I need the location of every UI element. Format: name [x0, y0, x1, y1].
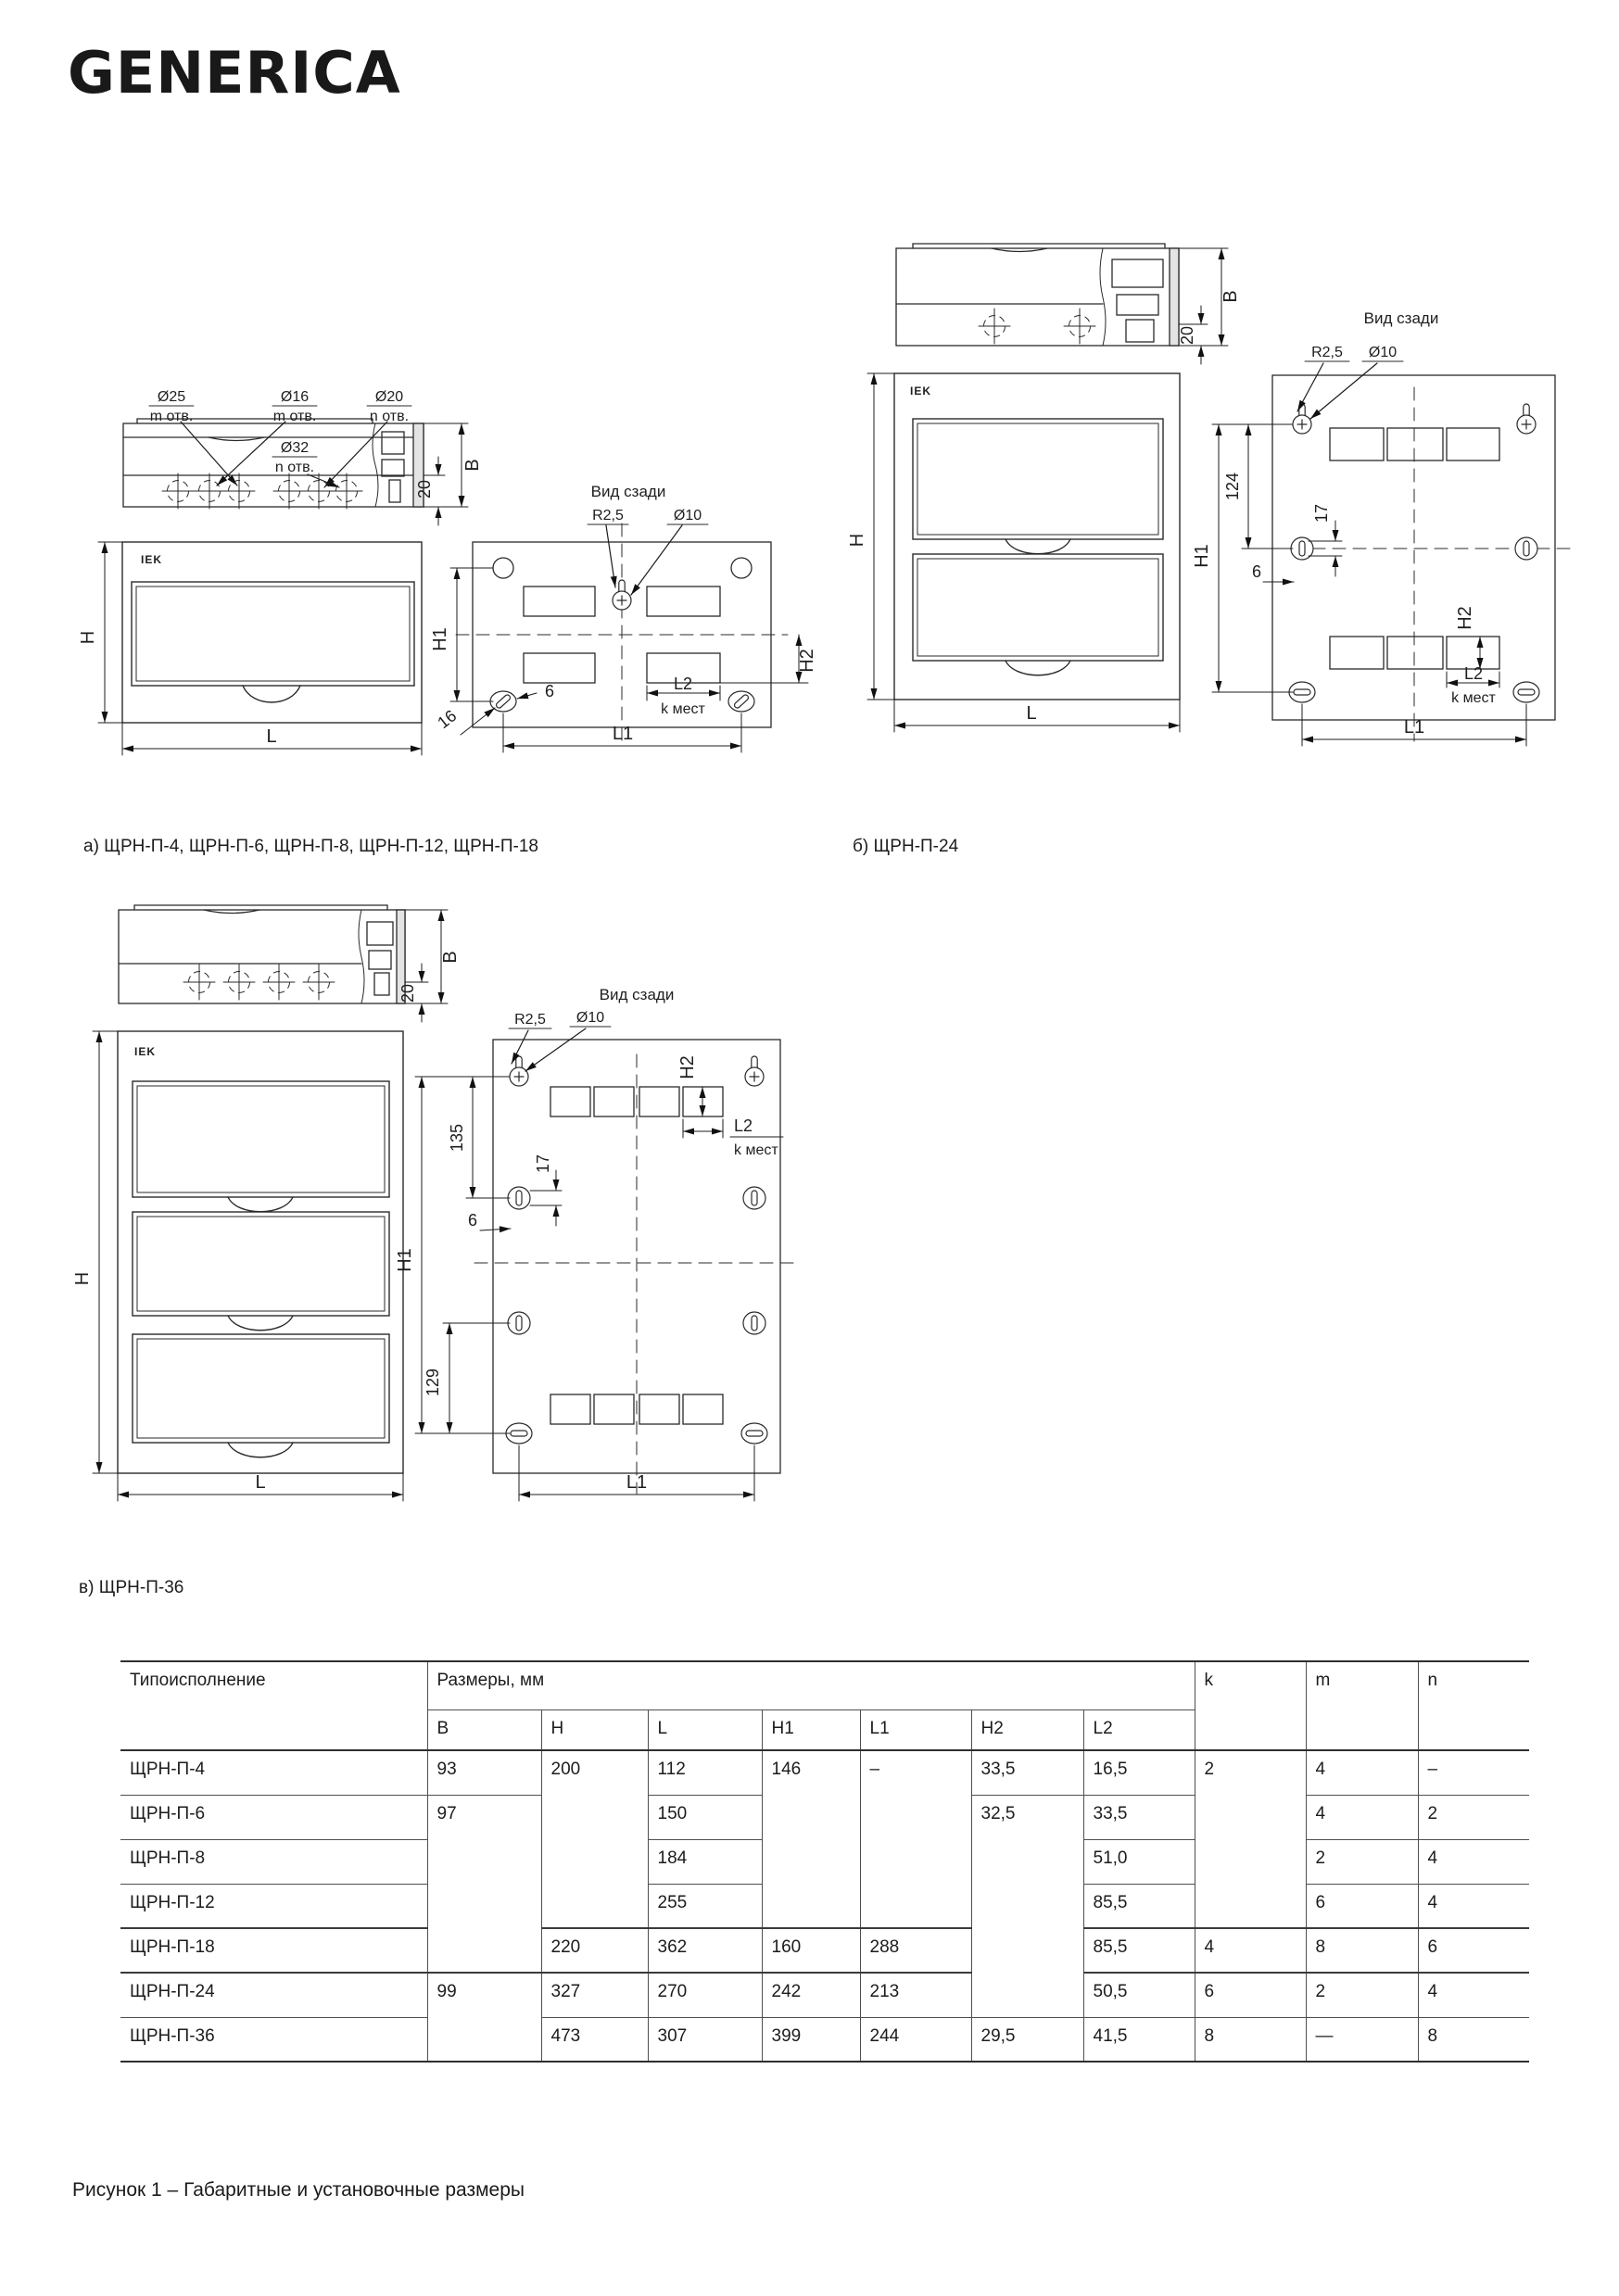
- col-header-L1: L1: [860, 1709, 971, 1750]
- dim-b-B: B: [1221, 290, 1241, 303]
- cell-H: 327: [541, 1973, 648, 2017]
- cell-H1: 399: [762, 2017, 860, 2062]
- cell-L: 362: [648, 1928, 762, 1973]
- cell-L2: 33,5: [1083, 1795, 1195, 1839]
- cell-L: 150: [648, 1795, 762, 1839]
- col-header-k: k: [1195, 1661, 1306, 1750]
- oval-hole-v-r2right: [743, 1187, 765, 1209]
- drawing-a-hole-callouts: [149, 389, 411, 487]
- cell-type: ЩРН-П-24: [120, 1973, 427, 2017]
- dim-v-kplaces: k мест: [734, 1142, 778, 1158]
- drawing-b: [847, 244, 1575, 746]
- cell-m: 6: [1306, 1884, 1418, 1928]
- keyhole-v-right: [745, 1056, 764, 1086]
- dim-a-kplaces: k мест: [661, 701, 705, 717]
- dim-v-B: B: [440, 951, 461, 964]
- cell-H: 200: [541, 1750, 648, 1928]
- iek-logo-b: IEK: [910, 385, 932, 397]
- cell-B: 99: [427, 1973, 541, 2062]
- dim-b-20: 20: [1178, 325, 1196, 346]
- dim-a-B: B: [462, 459, 483, 472]
- dim-b-kplaces: k мест: [1451, 690, 1496, 706]
- label-v-r25: R2,5: [514, 1012, 546, 1028]
- dim-a-H2: H2: [797, 649, 817, 673]
- dim-a-H1: H1: [430, 627, 450, 651]
- label-d25: Ø25: [157, 389, 186, 405]
- table-row: [120, 1928, 1529, 1973]
- cell-m: 2: [1306, 1973, 1418, 2017]
- dim-v-129: 129: [424, 1368, 442, 1397]
- cell-type: ЩРН-П-8: [120, 1839, 427, 1884]
- drawing-b-back-callouts: [1297, 345, 1403, 419]
- label-a-d10: Ø10: [673, 508, 702, 524]
- drawing-a-front-view: [122, 542, 422, 723]
- col-header-n: n: [1418, 1661, 1529, 1750]
- cell-L: 184: [648, 1839, 762, 1884]
- view-back-title-b: Вид сзади: [1363, 309, 1439, 327]
- cell-L1: 244: [860, 2017, 971, 2062]
- cell-type: ЩРН-П-12: [120, 1884, 427, 1928]
- cell-m: 4: [1306, 1750, 1418, 1795]
- table-row: [120, 1750, 1529, 1795]
- dim-b-H1: H1: [1192, 544, 1212, 568]
- dim-a-L1: L1: [612, 724, 634, 744]
- dim-v-135: 135: [448, 1123, 466, 1153]
- cell-type: ЩРН-П-4: [120, 1750, 427, 1795]
- label-a-r25: R2,5: [592, 508, 624, 524]
- dim-a-L2: L2: [673, 675, 693, 693]
- table-row: [120, 1973, 1529, 2017]
- cell-n: –: [1418, 1750, 1529, 1795]
- dim-b-H: H: [847, 533, 867, 548]
- cell-L1: –: [860, 1750, 971, 1928]
- label-d32: Ø32: [280, 440, 310, 456]
- drawing-b-top-view: [896, 244, 1179, 346]
- col-header-m: m: [1306, 1661, 1418, 1750]
- label-d32-count: n отв.: [274, 460, 315, 475]
- cell-B: 93: [427, 1750, 541, 1795]
- drawing-v-back-callouts: [509, 1010, 611, 1071]
- drawing-a: [78, 389, 817, 755]
- dim-b-6: 6: [1251, 562, 1262, 581]
- cell-type: ЩРН-П-18: [120, 1928, 427, 1973]
- dim-v-L1: L1: [626, 1472, 648, 1493]
- cell-L1: 213: [860, 1973, 971, 2017]
- caption-b: б) ЩРН-П-24: [853, 837, 959, 856]
- table-row: [120, 2017, 1529, 2062]
- dim-b-L1: L1: [1403, 717, 1425, 738]
- oval-hole-v-r2left: [508, 1187, 530, 1209]
- view-back-title-v: Вид сзади: [599, 986, 675, 1003]
- col-header-sizes: Размеры, мм: [427, 1661, 1195, 1709]
- dim-v-H1: H1: [395, 1248, 415, 1272]
- label-d16-count: m отв.: [272, 409, 317, 424]
- dim-v-17: 17: [534, 1154, 552, 1174]
- cell-L2: 41,5: [1083, 2017, 1195, 2062]
- label-d20-count: n отв.: [369, 409, 410, 424]
- dim-v-L2: L2: [734, 1116, 753, 1135]
- drawing-v-top-dims: [405, 910, 448, 1022]
- cell-L2: 85,5: [1083, 1884, 1195, 1928]
- cell-L2: 85,5: [1083, 1928, 1195, 1973]
- drawing-v-back-dims: [415, 1077, 783, 1501]
- label-d16: Ø16: [280, 389, 310, 405]
- cell-H2: 32,5: [971, 1795, 1083, 2017]
- generica-logo: GENERICA: [68, 39, 401, 107]
- cell-H: 220: [541, 1928, 648, 1973]
- drawing-v-front-dims: [93, 1031, 403, 1501]
- dim-a-H: H: [78, 630, 98, 645]
- cell-m: 4: [1306, 1795, 1418, 1839]
- cell-L1: 288: [860, 1928, 971, 1973]
- drawing-v-front-view: [118, 1031, 403, 1473]
- dim-b-L: L: [1026, 703, 1037, 724]
- cell-k: 2: [1195, 1750, 1306, 1928]
- oval-hole-v-r3right: [743, 1312, 765, 1334]
- cell-B: 97: [427, 1795, 541, 1973]
- dim-b-124: 124: [1223, 472, 1242, 501]
- cell-H1: 160: [762, 1928, 860, 1973]
- cell-L2: 51,0: [1083, 1839, 1195, 1884]
- oval-hole-b-botright: [1513, 682, 1539, 702]
- iek-logo-v: IEK: [134, 1045, 157, 1058]
- oval-hole-a-right: [728, 691, 754, 712]
- dim-a-16: 16: [434, 706, 461, 733]
- cell-n: 2: [1418, 1795, 1529, 1839]
- dim-v-H: H: [72, 1271, 93, 1286]
- label-d20: Ø20: [374, 389, 404, 405]
- caption-v: в) ЩРН-П-36: [79, 1578, 184, 1597]
- cell-k: 4: [1195, 1928, 1306, 1973]
- cell-m: 2: [1306, 1839, 1418, 1884]
- cell-L2: 16,5: [1083, 1750, 1195, 1795]
- label-b-d10: Ø10: [1368, 345, 1398, 360]
- label-b-r25: R2,5: [1311, 345, 1343, 360]
- keyhole-b-left: [1293, 404, 1311, 434]
- iek-logo-a: IEK: [141, 553, 163, 566]
- oval-hole-v-r3left: [508, 1312, 530, 1334]
- cell-k: 8: [1195, 2017, 1306, 2062]
- col-header-type: Типоисполнение: [120, 1661, 427, 1750]
- drawing-a-back-callouts: [588, 508, 708, 595]
- dimensions-table: [120, 1660, 1529, 2063]
- cell-H1: 242: [762, 1973, 860, 2017]
- cell-H: 473: [541, 2017, 648, 2062]
- col-header-H1: H1: [762, 1709, 860, 1750]
- dim-b-L2: L2: [1463, 664, 1484, 683]
- cell-n: 4: [1418, 1884, 1529, 1928]
- col-header-H2: H2: [971, 1709, 1083, 1750]
- cell-n: 4: [1418, 1839, 1529, 1884]
- cell-k: 6: [1195, 1973, 1306, 2017]
- drawing-a-top-dims: [424, 423, 468, 525]
- cell-L: 270: [648, 1973, 762, 2017]
- cell-L2: 50,5: [1083, 1973, 1195, 2017]
- col-header-B: B: [427, 1709, 541, 1750]
- caption-a: а) ЩРН-П-4, ЩРН-П-6, ЩРН-П-8, ЩРН-П-12, ЩРН-П-18: [83, 837, 538, 856]
- label-d25-count: m отв.: [149, 409, 194, 424]
- cell-H2: 33,5: [971, 1750, 1083, 1795]
- dim-v-H2: H2: [677, 1055, 698, 1079]
- cell-L: 307: [648, 2017, 762, 2062]
- dim-v-6: 6: [467, 1211, 478, 1230]
- col-header-H: H: [541, 1709, 648, 1750]
- dim-b-H2: H2: [1455, 606, 1475, 630]
- col-header-L2: L2: [1083, 1709, 1195, 1750]
- keyhole-b-right: [1517, 404, 1536, 434]
- cell-m: —: [1306, 2017, 1418, 2062]
- oval-hole-b-midright: [1515, 537, 1537, 560]
- drawing-v-top-view: [119, 905, 405, 1003]
- dim-a-6: 6: [545, 682, 555, 700]
- dim-v-L: L: [255, 1472, 266, 1493]
- cell-n: 8: [1418, 2017, 1529, 2062]
- cell-n: 6: [1418, 1928, 1529, 1973]
- dim-v-20: 20: [398, 983, 417, 1003]
- cell-H1: 146: [762, 1750, 860, 1928]
- label-v-d10: Ø10: [576, 1010, 605, 1026]
- cell-L: 255: [648, 1884, 762, 1928]
- cell-H2: 29,5: [971, 2017, 1083, 2062]
- dim-a-L: L: [266, 726, 277, 747]
- cell-n: 4: [1418, 1973, 1529, 2017]
- cell-type: ЩРН-П-36: [120, 2017, 427, 2062]
- drawing-v: [72, 905, 799, 1501]
- col-header-L: L: [648, 1709, 762, 1750]
- drawing-b-top-dims: [1179, 248, 1228, 364]
- dim-b-17: 17: [1312, 503, 1331, 524]
- oval-hole-v-botright: [741, 1423, 767, 1444]
- cell-type: ЩРН-П-6: [120, 1795, 427, 1839]
- dim-a-20: 20: [415, 479, 434, 499]
- drawing-b-front-view: [894, 373, 1180, 700]
- cell-m: 8: [1306, 1928, 1418, 1973]
- view-back-title-a: Вид сзади: [590, 483, 666, 500]
- cell-L: 112: [648, 1750, 762, 1795]
- figure-caption: Рисунок 1 – Габаритные и установочные размеры: [72, 2179, 525, 2201]
